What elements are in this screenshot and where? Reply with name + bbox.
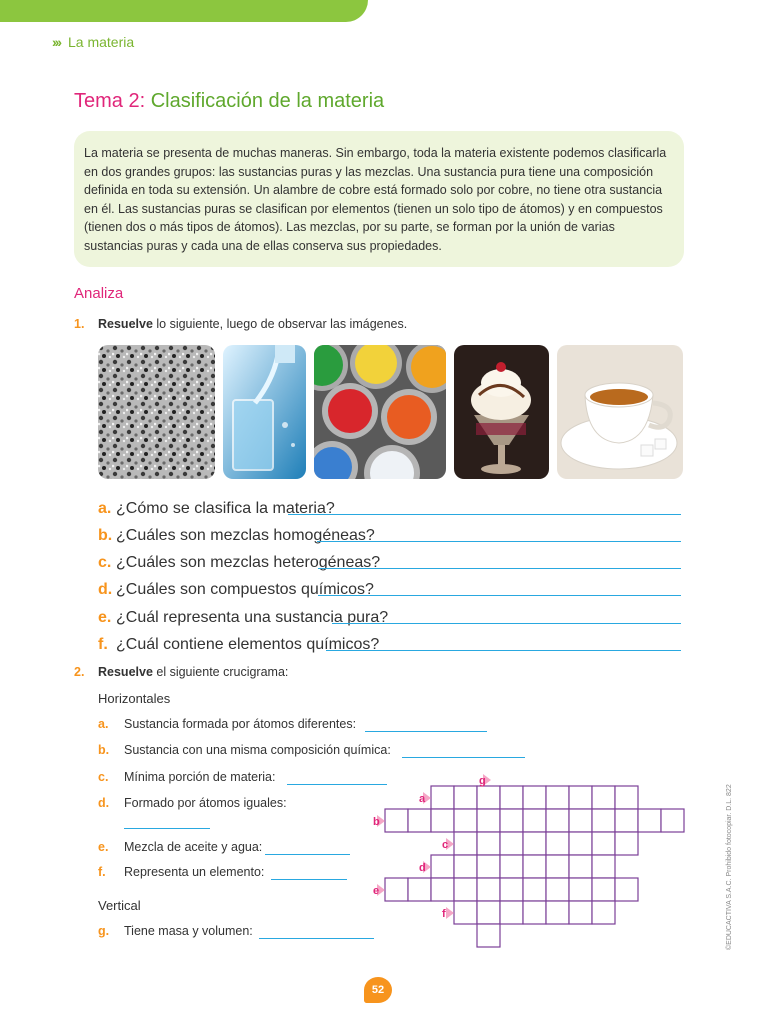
svg-text:d: d (419, 862, 426, 874)
horizontales-heading: Horizontales (98, 691, 171, 706)
crossword-cell[interactable] (385, 809, 408, 832)
crossword-cell[interactable] (477, 855, 500, 878)
section-header (52, 34, 134, 50)
crossword-cell[interactable] (431, 786, 454, 809)
cw-answer-line-d[interactable] (124, 828, 210, 829)
crossword-cell[interactable] (661, 809, 684, 832)
crossword-cell[interactable] (592, 878, 615, 901)
crossword-cell[interactable] (385, 878, 408, 901)
top-band (0, 0, 368, 22)
crossword-cell[interactable] (477, 832, 500, 855)
title-main: Clasificación de la materia (150, 90, 385, 112)
cw-clue-letter: a. (98, 717, 109, 731)
crossword-cell[interactable] (615, 878, 638, 901)
crossword-cell[interactable] (431, 809, 454, 832)
crossword-cell[interactable] (546, 786, 569, 809)
crossword-grid (365, 770, 690, 955)
crossword-cell[interactable] (523, 855, 546, 878)
cw-clue-text: Sustancia formada por átomos diferentes: (124, 717, 357, 731)
svg-text:b: b (373, 816, 380, 828)
q1-item-letter: c. (98, 554, 112, 571)
q1-item-text: ¿Cuál contiene elementos químicos? (116, 636, 380, 653)
q1-item-letter: d. (98, 581, 113, 598)
q1-item-c (98, 554, 380, 574)
crossword-cell[interactable] (454, 786, 477, 809)
q1-item-letter: e. (98, 609, 112, 626)
question-1-text: lo siguiente, luego de observar las imágenes. (152, 317, 408, 331)
svg-text:g: g (479, 775, 486, 787)
crossword-cell[interactable] (454, 832, 477, 855)
crossword-cell[interactable] (523, 786, 546, 809)
crossword-cell[interactable] (500, 809, 523, 832)
cw-clue-text: Representa un elemento: (124, 865, 265, 879)
q1-item-letter: f. (98, 636, 108, 653)
crossword-cell[interactable] (408, 809, 431, 832)
crossword-cell[interactable] (408, 878, 431, 901)
copyright-note (726, 760, 740, 950)
crossword-label-g (479, 774, 491, 787)
crossword-cell[interactable] (477, 901, 500, 924)
q1-item-letter: a. (98, 500, 112, 517)
crossword-cell[interactable] (477, 878, 500, 901)
cw-clue-g (98, 924, 253, 938)
cw-clue-letter: c. (98, 770, 109, 784)
crossword-cell[interactable] (569, 809, 592, 832)
crossword-cell[interactable] (569, 901, 592, 924)
crossword-cell[interactable] (615, 786, 638, 809)
crossword-cell[interactable] (592, 855, 615, 878)
answer-line-c[interactable] (318, 568, 681, 569)
ice-cream-sundae-photo (454, 345, 549, 479)
crossword-cell[interactable] (523, 809, 546, 832)
answer-line-d[interactable] (318, 595, 681, 596)
crossword-cell[interactable] (477, 924, 500, 947)
intro-text: La materia se presenta de muchas maneras. Sin embargo, toda la materia existente podemos clasificarla en dos grandes grupos: las sustancias puras y las mezclas. Una sustancia pura tiene una composición definida en toda su extensión. Un alambre de cobre está formado solo por cobre, no tiene otra sustancia en él. Las sustancias puras se clasifican por elementos (tienen un solo tipo de átomos) y en compuestos (tienen dos o más tipos de átomos). Las mezclas, por su parte, se forman por la unión de varias sustancias puras y cada una de ellas conserva sus propiedades. (84, 146, 667, 253)
crossword-cell[interactable] (569, 855, 592, 878)
cw-clue-letter: b. (98, 743, 110, 757)
svg-text:f: f (442, 908, 446, 920)
crossword-label-c (442, 838, 454, 851)
svg-text:a: a (419, 793, 426, 805)
cw-clue-letter: g. (98, 924, 110, 938)
crossword-label-a (419, 792, 431, 805)
q1-item-a (98, 500, 335, 520)
page-title (74, 90, 384, 113)
crossword-cell[interactable] (431, 878, 454, 901)
cw-clue-text: Tiene masa y volumen: (124, 924, 253, 938)
crossword-cell[interactable] (523, 901, 546, 924)
crossword-cell[interactable] (546, 832, 569, 855)
crossword-cell[interactable] (546, 878, 569, 901)
crossword-cell[interactable] (500, 786, 523, 809)
q1-item-e (98, 609, 388, 629)
question-2-text: el siguiente crucigrama: (152, 665, 289, 679)
cw-clue-f (98, 865, 264, 879)
cw-clue-a (98, 717, 356, 731)
cw-answer-line-a[interactable] (365, 731, 487, 732)
crossword-cell[interactable] (615, 809, 638, 832)
q1-item-d (98, 581, 374, 601)
crossword-cell[interactable] (454, 878, 477, 901)
chevrons-icon: ››› (52, 34, 60, 50)
crossword-cell[interactable] (592, 786, 615, 809)
crossword-label-f (442, 907, 454, 920)
crossword-cell[interactable] (454, 855, 477, 878)
cw-clue-text: Mezcla de aceite y agua: (124, 840, 263, 854)
cw-clue-text: Sustancia con una misma composición química: (124, 743, 391, 757)
title-prefix: Tema 2: (74, 90, 146, 112)
svg-text:e: e (373, 885, 380, 897)
crossword-label-d (419, 861, 431, 874)
cw-clue-e (98, 840, 262, 854)
cw-answer-line-g[interactable] (259, 938, 374, 939)
cw-clue-text: Mínima porción de materia: (124, 770, 276, 784)
crossword-cell[interactable] (454, 901, 477, 924)
question-1 (74, 317, 407, 331)
crossword-cell[interactable] (523, 832, 546, 855)
granite-photo (98, 345, 215, 479)
question-2-verb: Resuelve (98, 665, 153, 679)
question-1-number: 1. (74, 317, 85, 331)
q1-item-text: ¿Cuáles son mezclas homogéneas? (116, 527, 375, 544)
water-glass-photo (223, 345, 306, 479)
q1-item-letter: b. (98, 527, 113, 544)
question-2 (74, 665, 288, 679)
q1-item-text: ¿Cuál representa una sustancia pura? (116, 609, 389, 626)
crossword-cell[interactable] (546, 855, 569, 878)
cw-clue-letter: e. (98, 840, 109, 854)
analiza-heading: Analiza (74, 285, 124, 302)
tea-cup-photo (557, 345, 683, 479)
q1-item-b (98, 527, 375, 547)
q1-item-text: ¿Cuáles son compuestos químicos? (116, 581, 374, 598)
cw-answer-line-e[interactable] (265, 854, 350, 855)
crossword-cell[interactable] (523, 878, 546, 901)
crossword-cell[interactable] (500, 901, 523, 924)
q1-item-f (98, 636, 379, 656)
copyright-text: ©EDUCACTIVA S.A.C. Prohibido fotocopiar. D.L. 822 (726, 784, 733, 950)
crossword-cell[interactable] (569, 878, 592, 901)
crossword-cell[interactable] (569, 786, 592, 809)
crossword-cell[interactable] (431, 855, 454, 878)
crossword-cell[interactable] (615, 832, 638, 855)
cw-clue-d (98, 796, 287, 810)
section-title: La materia (68, 34, 135, 50)
crossword-cell[interactable] (592, 809, 615, 832)
cw-clue-letter: d. (98, 796, 110, 810)
question-2-number: 2. (74, 665, 85, 679)
crossword-cell[interactable] (569, 832, 592, 855)
answer-line-f[interactable] (326, 650, 681, 651)
cw-answer-line-f[interactable] (271, 879, 347, 880)
cw-clue-text: Formado por átomos iguales: (124, 796, 287, 810)
cw-answer-line-b[interactable] (402, 757, 525, 758)
answer-line-a[interactable] (288, 514, 681, 515)
crossword-cell[interactable] (546, 809, 569, 832)
crossword-cell[interactable] (638, 809, 661, 832)
crossword-cell[interactable] (454, 809, 477, 832)
crossword-cell[interactable] (477, 809, 500, 832)
page-number: 52 (364, 977, 392, 1003)
vertical-heading: Vertical (98, 898, 141, 913)
question-1-verb: Resuelve (98, 317, 153, 331)
answer-line-b[interactable] (317, 541, 681, 542)
crossword-cell[interactable] (592, 901, 615, 924)
cw-clue-letter: f. (98, 865, 106, 879)
crossword-label-b (373, 815, 385, 828)
q1-item-text: ¿Cómo se clasifica la materia? (116, 500, 335, 517)
crossword-cell[interactable] (500, 878, 523, 901)
crossword-cell[interactable] (500, 855, 523, 878)
svg-text:c: c (442, 839, 449, 851)
crossword-cell[interactable] (546, 901, 569, 924)
answer-line-e[interactable] (332, 623, 681, 624)
crossword-cell[interactable] (592, 832, 615, 855)
cw-clue-c (98, 770, 275, 784)
crossword-label-e (373, 884, 385, 897)
q1-item-text: ¿Cuáles son mezclas heterogéneas? (116, 554, 381, 571)
cw-clue-b (98, 743, 391, 757)
crossword-cell[interactable] (500, 832, 523, 855)
crossword-cell[interactable] (477, 786, 500, 809)
paint-cans-photo (314, 345, 446, 479)
